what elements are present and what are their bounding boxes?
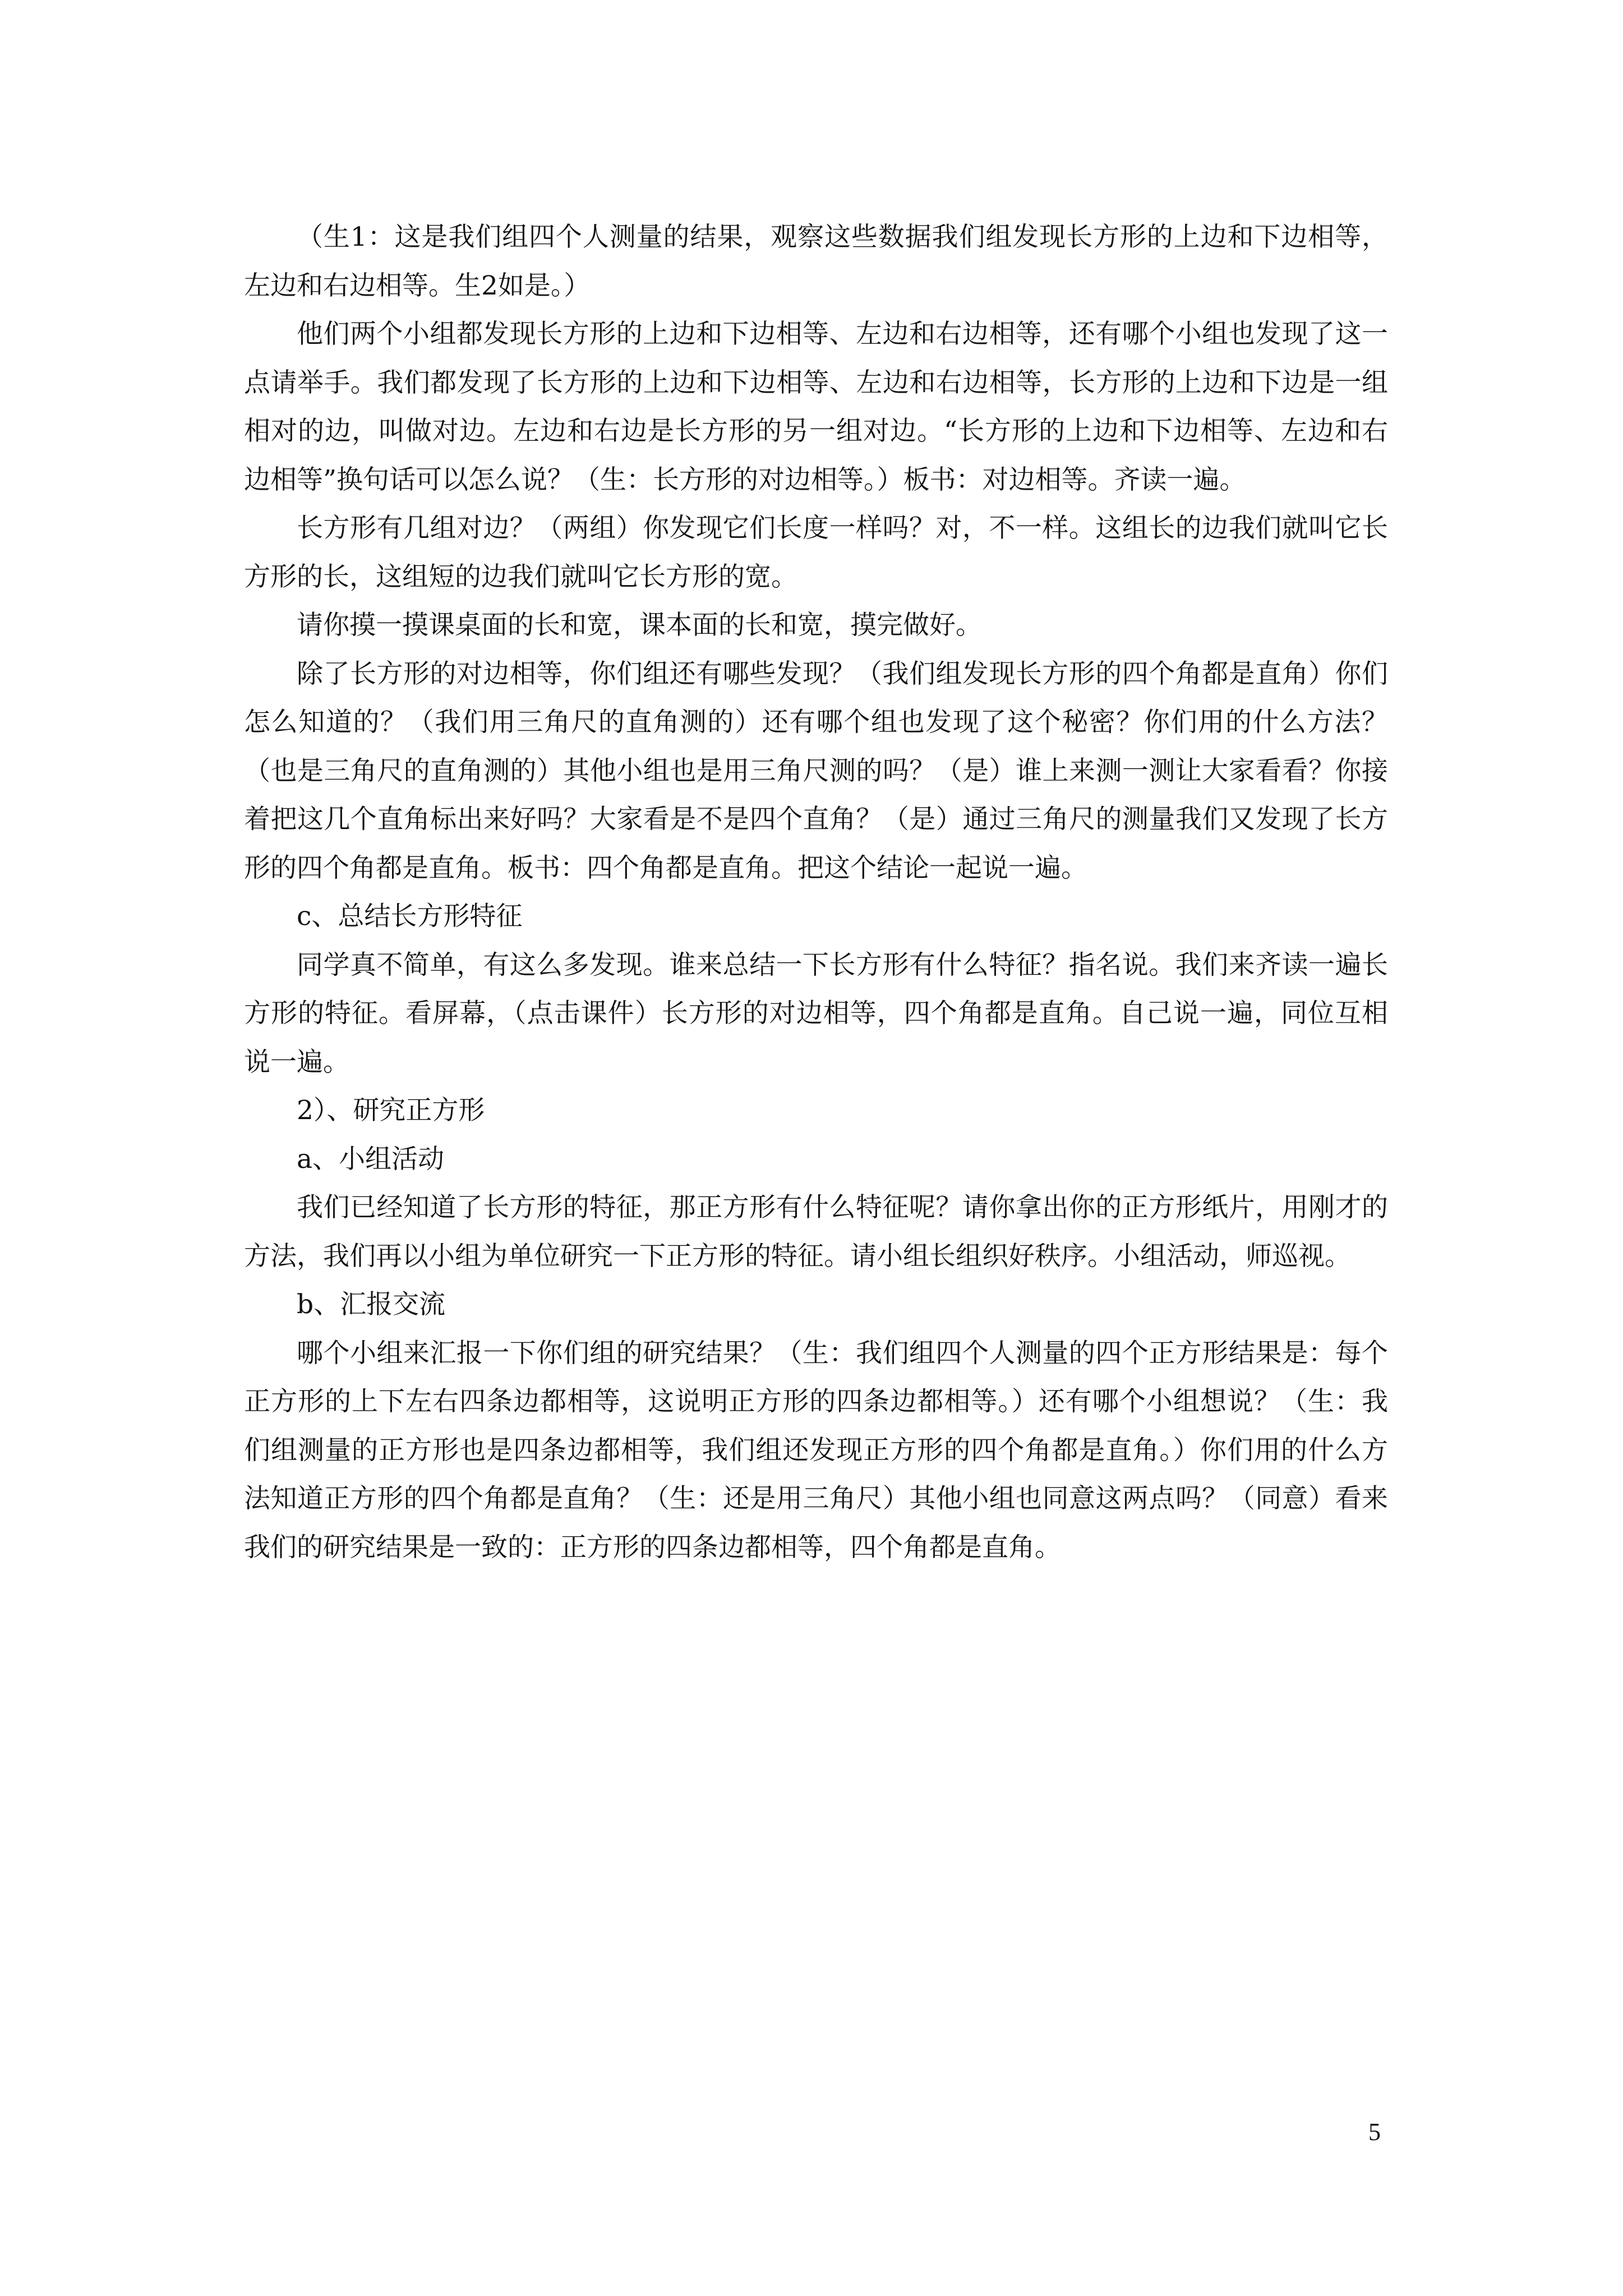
page-number: 5	[1368, 2118, 1381, 2146]
heading-report-exchange: b、汇报交流	[297, 1289, 446, 1320]
paragraph-square-report: 哪个小组来汇报一下你们组的研究结果？（生：我们组四个人测量的四个正方形结果是：每个正方形的上下左右四条边都相等，这说明正方形的四条边都相等。）还有哪个小组想说？（生：我们组测量的正方形也是四条边都相等，我们组还发现正方形的四个角都是直角。）你们用的什么方法知道正方形的四个角都是直角？（生：还是用三角尺）其他小组也同意这两点吗？（同意）看来我们的研究结果是一致的：正方形的四条边都相等，四个角都是直角。	[244, 1337, 1388, 1563]
paragraph-touch-desk: 请你摸一摸课桌面的长和宽，课本面的长和宽，摸完做好。	[297, 610, 982, 641]
paragraph-student-report-rectangle: （生1：这是我们组四个人测量的结果，观察这些数据我们组发现长方形的上边和下边相等，左边和右边相等。生2如是。）	[244, 222, 1388, 301]
heading-summarize-rectangle: c、总结长方形特征	[297, 901, 523, 932]
paragraph-length-width: 长方形有几组对边？（两组）你发现它们长度一样吗？对，不一样。这组长的边我们就叫它长方形的长，这组短的边我们就叫它长方形的宽。	[244, 513, 1388, 592]
paragraph-square-activity: 我们已经知道了长方形的特征，那正方形有什么特征呢？请你拿出你的正方形纸片，用刚才的方法，我们再以小组为单位研究一下正方形的特征。请小组长组织好秩序。小组活动，师巡视。	[244, 1192, 1388, 1272]
paragraph-right-angles: 除了长方形的对边相等，你们组还有哪些发现？（我们组发现长方形的四个角都是直角）你们怎么知道的？（我们用三角尺的直角测的）还有哪个组也发现了这个秘密？你们用的什么方法？（也是三角尺的直角测的）其他小组也是用三角尺测的吗？（是）谁上来测一测让大家看看？你接着把这几个直角标出来好吗？大家看是不是四个直角？（是）通过三角尺的测量我们又发现了长方形的四个角都是直角。板书：四个角都是直角。把这个结论一起说一遍。	[244, 658, 1388, 884]
heading-group-activity: a、小组活动	[297, 1143, 445, 1175]
heading-study-square: 2）、研究正方形	[297, 1095, 485, 1126]
paragraph-rectangle-summary: 同学真不简单，有这么多发现。谁来总结一下长方形有什么特征？指名说。我们来齐读一遍长方形的特征。看屏幕，（点击课件）长方形的对边相等，四个角都是直角。自己说一遍，同位互相说一遍。	[244, 949, 1388, 1078]
paragraph-opposite-sides: 他们两个小组都发现长方形的上边和下边相等、左边和右边相等，还有哪个小组也发现了这一点请举手。我们都发现了长方形的上边和下边相等、左边和右边相等，长方形的上边和下边是一组相对的边，叫做对边。左边和右边是长方形的另一组对边。“长方形的上边和下边相等、左边和右边相等”换句话可以怎么说？（生：长方形的对边相等。）板书：对边相等。齐读一遍。	[244, 319, 1388, 495]
document-body	[244, 213, 1388, 1572]
